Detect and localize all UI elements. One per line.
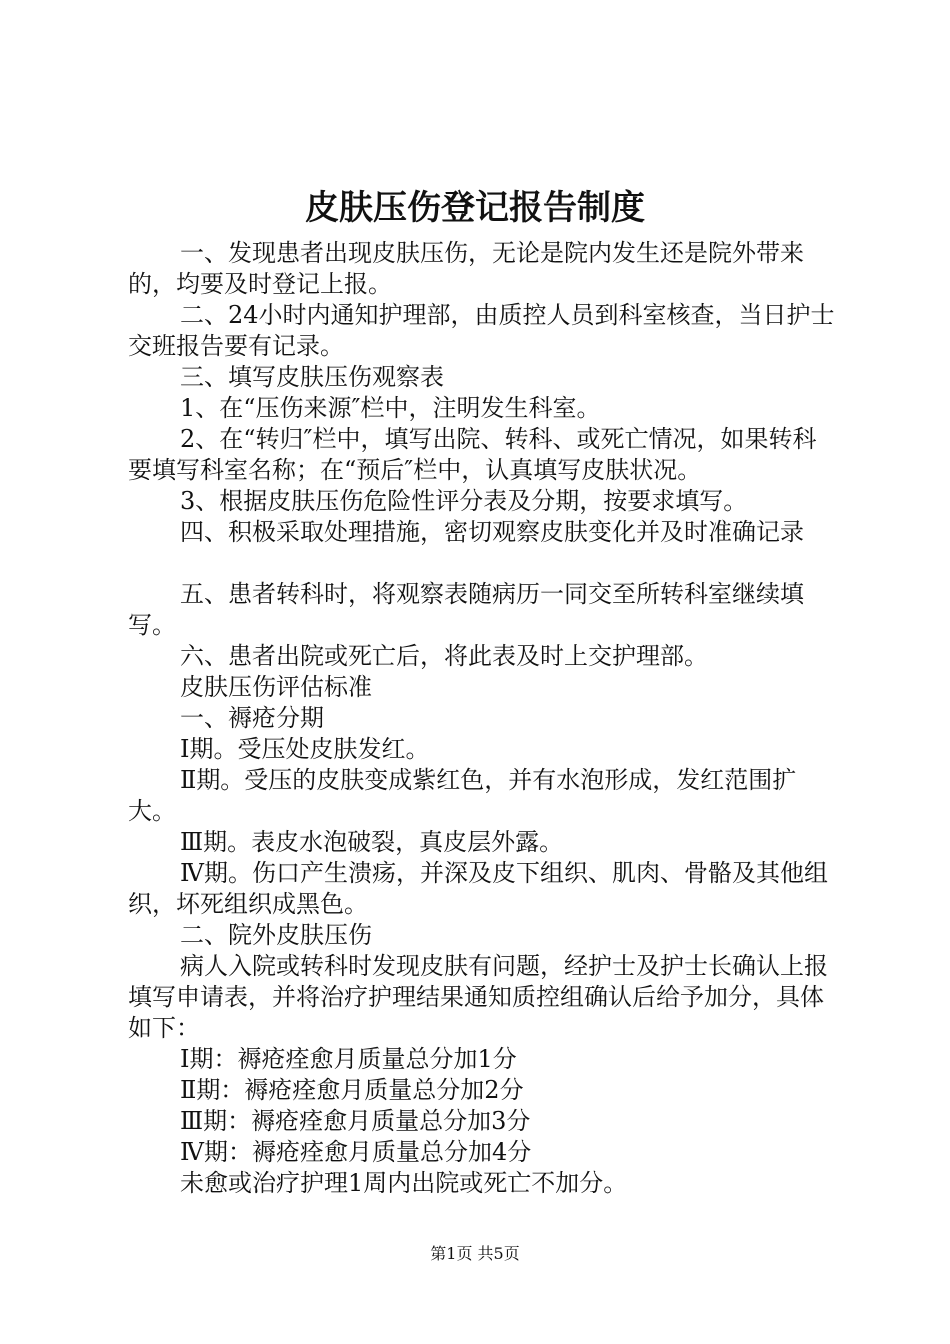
paragraph-9: 六、患者出院或死亡后，将此表及时上交护理部。 xyxy=(180,642,708,670)
document-body xyxy=(128,238,840,1199)
section-heading-stages: 一、褥疮分期 xyxy=(180,704,324,732)
section-heading-standard: 皮肤压伤评估标准 xyxy=(180,673,372,701)
paragraph-8: 五、患者转科时，将观察表随病历一同交至所转科室继续填写。 xyxy=(128,580,804,639)
stage-1: Ⅰ期。受压处皮肤发红。 xyxy=(180,735,430,763)
score-stage-2: Ⅱ期：褥疮痊愈月质量总分加2分 xyxy=(180,1076,524,1104)
paragraph-7: 四、积极采取处理措施，密切观察皮肤变化并及时准确记录 xyxy=(180,518,804,546)
score-stage-1: Ⅰ期：褥疮痊愈月质量总分加1分 xyxy=(180,1045,517,1073)
stage-2: Ⅱ期。受压的皮肤变成紫红色，并有水泡形成，发红范围扩大。 xyxy=(128,766,797,825)
paragraph-1: 一、发现患者出现皮肤压伤，无论是院内发生还是院外带来的，均要及时登记上报。 xyxy=(128,239,804,298)
paragraph-4: 1、在“压伤来源″栏中，注明发生科室。 xyxy=(180,394,601,422)
stage-4: Ⅳ期。伤口产生溃疡，并深及皮下组织、肌肉、骨骼及其他组织，坏死组织成黑色。 xyxy=(128,859,828,918)
score-stage-4: Ⅳ期：褥疮痊愈月质量总分加4分 xyxy=(180,1138,532,1166)
paragraph-6: 3、根据皮肤压伤危险性评分表及分期，按要求填写。 xyxy=(180,487,748,515)
paragraph-5: 2、在“转归″栏中，填写出院、转科、或死亡情况，如果转科要填写科室名称；在“预后″栏中，认真填写皮肤状况。 xyxy=(128,425,817,484)
stage-3: Ⅲ期。表皮水泡破裂，真皮层外露。 xyxy=(180,828,564,856)
paragraph-3: 三、填写皮肤压伤观察表 xyxy=(180,363,444,391)
score-stage-3: Ⅲ期：褥疮痊愈月质量总分加3分 xyxy=(180,1107,531,1135)
document-title: 皮肤压伤登记报告制度 xyxy=(305,188,645,228)
paragraph-2: 二、24小时内通知护理部，由质控人员到科室核查，当日护士交班报告要有记录。 xyxy=(128,301,835,360)
paragraph-outside: 病人入院或转科时发现皮肤有问题，经护士及护士长确认上报填写申请表，并将治疗护理结果通知质控组确认后给予加分，具体如下： xyxy=(128,952,828,1042)
page-number: 第1页 共5页 xyxy=(430,1244,520,1263)
section-heading-outside: 二、院外皮肤压伤 xyxy=(180,921,372,949)
blank-line xyxy=(128,548,840,579)
score-none: 未愈或治疗护理1周内出院或死亡不加分。 xyxy=(180,1169,628,1197)
